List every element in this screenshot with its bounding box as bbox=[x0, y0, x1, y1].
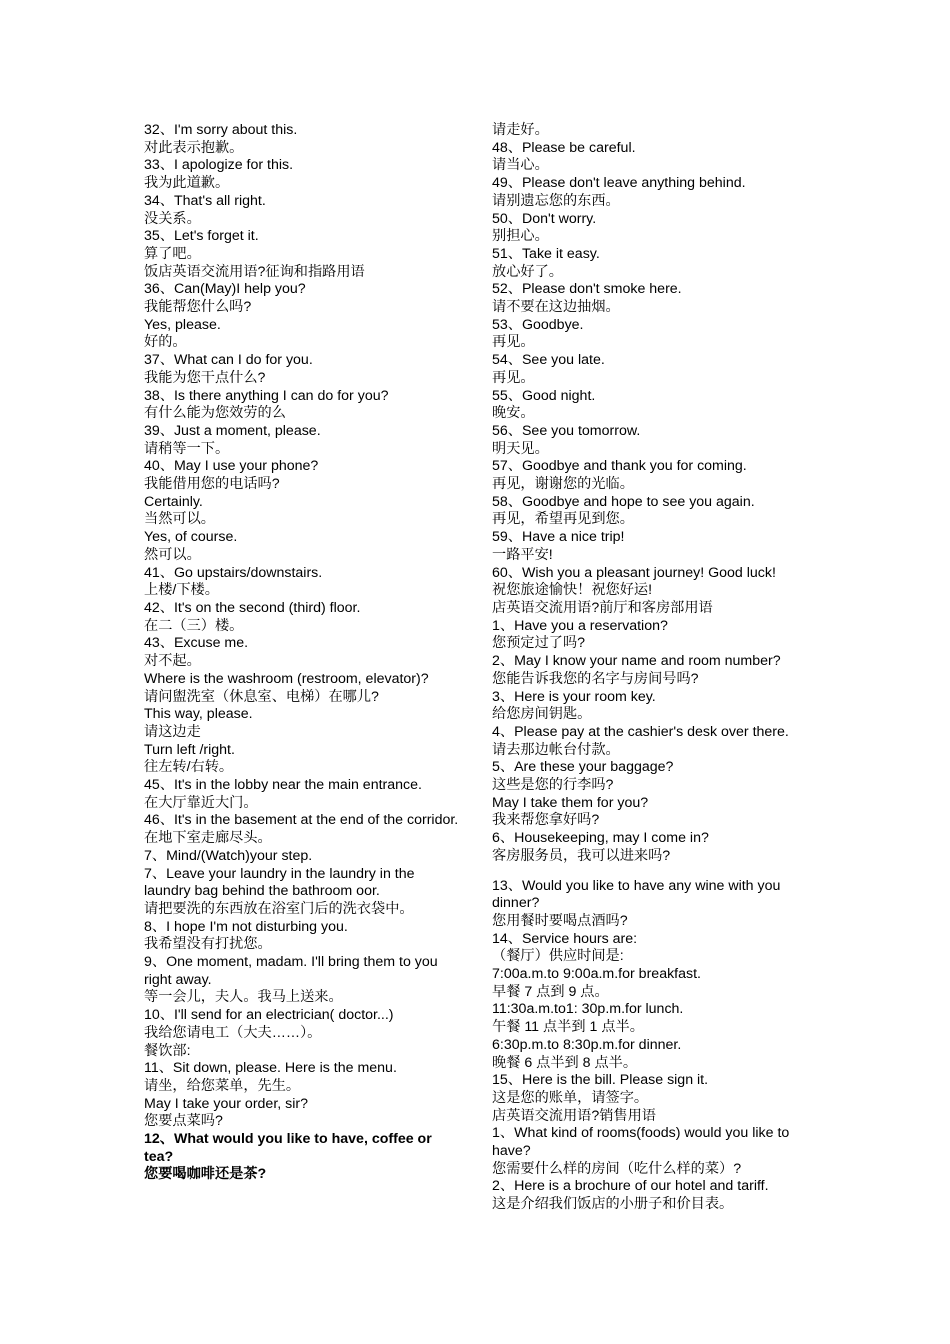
text-line: 往左转/右转。 bbox=[144, 759, 234, 776]
left-text-column bbox=[144, 122, 462, 1184]
text-line: 4、Please pay at the cashier's desk over there. bbox=[492, 723, 789, 740]
text-line: 客房服务员，我可以进来吗? bbox=[492, 847, 671, 864]
text-line: 请走好。 bbox=[492, 122, 549, 138]
text-line: 39、Just a moment, please. bbox=[144, 422, 321, 439]
text-line: 再见，希望再见到您。 bbox=[492, 511, 634, 528]
text-line: 57、Goodbye and thank you for coming. bbox=[492, 458, 747, 475]
text-line: （餐厅）供应时间是: bbox=[492, 948, 624, 965]
text-line: 38、Is there anything I can do for you? bbox=[144, 387, 389, 404]
text-line: Certainly. bbox=[144, 493, 203, 510]
text-line: 晚安。 bbox=[492, 405, 535, 422]
text-line: 45、It's in the lobby near the main entrance. bbox=[144, 777, 422, 794]
text-line: 7、Leave your laundry in the laundry in the laundry bag behind the bathroom oor. bbox=[144, 865, 415, 900]
text-line: 1、What kind of rooms(foods) would you like to have? bbox=[492, 1125, 790, 1160]
text-line: 43、Excuse me. bbox=[144, 635, 249, 652]
text-line: 您预定过了吗? bbox=[492, 635, 586, 652]
text-line: 请问盥洗室（休息室、电梯）在哪儿? bbox=[144, 688, 379, 705]
text-line: 56、See you tomorrow. bbox=[492, 422, 641, 439]
text-line: 50、Don't worry. bbox=[492, 210, 597, 227]
text-line: 我为此道歉。 bbox=[144, 175, 230, 192]
text-line: 午餐 11 点半到 1 点半。 bbox=[492, 1019, 644, 1036]
text-line: May I take your order, sir? bbox=[144, 1095, 309, 1112]
text-line: 32、I'm sorry about this. bbox=[144, 122, 298, 138]
text-line: 9、One moment, madam. I'll bring them to you right away. bbox=[144, 954, 438, 988]
text-line: 等一会儿，夫人。我马上送来。 bbox=[144, 989, 343, 1006]
text-line: 您要点菜吗? bbox=[144, 1113, 223, 1130]
text-line: 您用餐时要喝点酒吗? bbox=[492, 912, 628, 929]
text-line: 42、It's on the second (third) floor. bbox=[144, 599, 361, 616]
text-line: 好的。 bbox=[144, 334, 187, 351]
text-line: 52、Please don't smoke here. bbox=[492, 281, 682, 298]
text-line: 我希望没有打扰您。 bbox=[144, 936, 272, 953]
text-line: 37、What can I do for you. bbox=[144, 352, 313, 369]
text-line: 放心好了。 bbox=[492, 263, 563, 280]
text-line: 13、Would you like to have any wine with you dinner? bbox=[492, 877, 781, 912]
text-line: 请坐，给您菜单，先生。 bbox=[144, 1077, 301, 1094]
text-line: 算了吧。 bbox=[144, 245, 201, 262]
text-line: 有什么能为您效劳的么 bbox=[144, 405, 286, 422]
text-line: May I take them for you? bbox=[492, 794, 649, 811]
text-line: 1、Have you a reservation? bbox=[492, 617, 668, 634]
text-line: 晚餐 6 点半到 8 点半。 bbox=[492, 1054, 638, 1071]
text-line: 再见，谢谢您的光临。 bbox=[492, 476, 634, 493]
text-line: 请别遗忘您的东西。 bbox=[492, 192, 620, 209]
text-line: 58、Goodbye and hope to see you again. bbox=[492, 493, 755, 510]
text-line: 3、Here is your room key. bbox=[492, 688, 656, 705]
text-line: 请把要洗的东西放在浴室门后的洗衣袋中。 bbox=[144, 900, 414, 917]
text-line: 11:30a.m.to1: 30p.m.for lunch. bbox=[492, 1001, 684, 1018]
text-line: 这是介绍我们饭店的小册子和价目表。 bbox=[492, 1196, 734, 1213]
text-line: 54、See you late. bbox=[492, 352, 605, 369]
text-line: 餐饮部: bbox=[144, 1042, 191, 1059]
text-line: 49、Please don't leave anything behind. bbox=[492, 175, 746, 192]
text-line: 46、It's in the basement at the end of the corridor. bbox=[144, 812, 459, 829]
text-line: 6、Housekeeping, may I come in? bbox=[492, 830, 709, 847]
text-line: 12、What would you like to have, coffee or tea? bbox=[144, 1131, 432, 1165]
text-line: 请当心。 bbox=[492, 157, 549, 174]
text-line: This way, please. bbox=[144, 706, 253, 723]
text-line: Turn left /right. bbox=[144, 741, 235, 758]
text-line: 2、Here is a brochure of our hotel and tariff. bbox=[492, 1178, 769, 1195]
text-line: 我能帮您什么吗? bbox=[144, 299, 252, 316]
text-line: 饭店英语交流用语?征询和指路用语 bbox=[144, 263, 365, 280]
text-line: 34、That's all right. bbox=[144, 192, 266, 209]
text-line: 15、Here is the bill. Please sign it. bbox=[492, 1072, 709, 1089]
text-line: 7、Mind/(Watch)your step. bbox=[144, 847, 313, 864]
text-line: 51、Take it easy. bbox=[492, 245, 600, 262]
text-line: 36、Can(May)I help you? bbox=[144, 281, 306, 298]
text-line: 一路平安! bbox=[492, 546, 553, 563]
text-line: 60、Wish you a pleasant journey! Good luck! bbox=[492, 564, 776, 581]
text-line: 48、Please be careful. bbox=[492, 139, 636, 156]
text-line: 2、May I know your name and room number? bbox=[492, 653, 781, 670]
text-line: 53、Goodbye. bbox=[492, 316, 584, 333]
text-line: 当然可以。 bbox=[144, 511, 215, 528]
text-line: 在大厅靠近大门。 bbox=[144, 794, 258, 811]
text-line: 这些是您的行李吗? bbox=[492, 777, 614, 794]
text-line: 店英语交流用语?销售用语 bbox=[492, 1107, 656, 1124]
text-line: 在二（三）楼。 bbox=[144, 617, 244, 634]
text-line: 5、Are these your baggage? bbox=[492, 759, 674, 776]
text-line: 10、I'll send for an electrician( doctor...) bbox=[144, 1007, 394, 1024]
text-line: 8、I hope I'm not disturbing you. bbox=[144, 918, 348, 935]
text-line: 对此表示抱歉。 bbox=[144, 139, 244, 156]
text-line: 早餐 7 点到 9 点。 bbox=[492, 983, 609, 1000]
text-line: 明天见。 bbox=[492, 440, 549, 457]
text-line: Yes, please. bbox=[144, 316, 221, 333]
text-line: 再见。 bbox=[492, 334, 535, 351]
text-line: 我来帮您拿好吗? bbox=[492, 812, 600, 829]
text-line: 给您房间钥匙。 bbox=[492, 706, 592, 723]
text-line: 我能为您干点什么? bbox=[144, 369, 266, 386]
text-line: 您能告诉我您的名字与房间号吗? bbox=[492, 670, 699, 687]
text-line: 对不起。 bbox=[144, 653, 201, 670]
blank-line bbox=[492, 866, 808, 878]
text-line: 没关系。 bbox=[144, 210, 201, 227]
text-line: 40、May I use your phone? bbox=[144, 458, 319, 475]
text-line: 再见。 bbox=[492, 369, 535, 386]
text-line: 然可以。 bbox=[144, 546, 201, 563]
text-line: 33、I apologize for this. bbox=[144, 157, 294, 174]
text-line: 59、Have a nice trip! bbox=[492, 529, 625, 546]
text-line: 祝您旅途愉快！祝您好运! bbox=[492, 582, 653, 599]
text-line: 您要喝咖啡还是茶? bbox=[144, 1166, 267, 1183]
text-line: 我能借用您的电话吗? bbox=[144, 476, 280, 493]
text-line: 别担心。 bbox=[492, 228, 549, 245]
text-line: 请稍等一下。 bbox=[144, 440, 230, 457]
text-line: 上楼/下楼。 bbox=[144, 582, 219, 599]
text-line: 我给您请电工（大夫……）。 bbox=[144, 1024, 322, 1041]
text-line: Where is the washroom (restroom, elevator)? bbox=[144, 670, 429, 687]
text-line: 7:00a.m.to 9:00a.m.for breakfast. bbox=[492, 966, 701, 983]
text-line: 这是您的账单，请签字。 bbox=[492, 1089, 649, 1106]
text-line: 41、Go upstairs/downstairs. bbox=[144, 564, 323, 581]
text-line: 您需要什么样的房间（吃什么样的菜）? bbox=[492, 1160, 742, 1177]
text-line: 55、Good night. bbox=[492, 387, 596, 404]
right-text-column bbox=[492, 122, 808, 1214]
text-line: 请不要在这边抽烟。 bbox=[492, 299, 620, 316]
text-line: Yes, of course. bbox=[144, 529, 238, 546]
text-line: 请去那边帐台付款。 bbox=[492, 741, 620, 758]
text-line: 35、Let's forget it. bbox=[144, 228, 259, 245]
text-line: 6:30p.m.to 8:30p.m.for dinner. bbox=[492, 1036, 682, 1053]
text-line: 店英语交流用语?前厅和客房部用语 bbox=[492, 599, 713, 616]
text-line: 在地下室走廊尽头。 bbox=[144, 830, 272, 847]
text-line: 11、Sit down, please. Here is the menu. bbox=[144, 1060, 397, 1077]
text-line: 请这边走 bbox=[144, 723, 201, 740]
text-line: 14、Service hours are: bbox=[492, 930, 638, 947]
